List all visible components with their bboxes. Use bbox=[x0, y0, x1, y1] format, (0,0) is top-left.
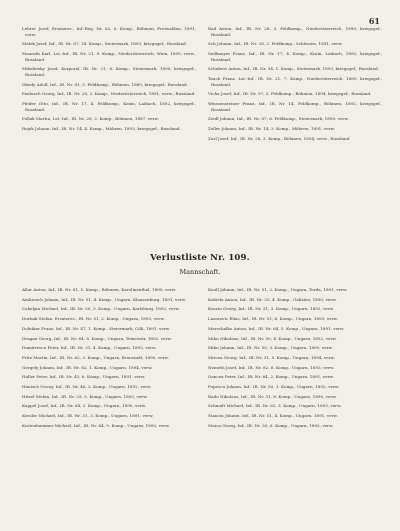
list-entry: Zurl Josef, Inf., IR. Nr. 28, 3. Komp., Böhmen, 1894, verw., Russland. bbox=[208, 135, 351, 141]
list-entry: Sedlmayer Franz, Inf., IR. Nr. 17, 4. Komp., Krain, Laibach, 1892, kriegsgef., Russland. bbox=[208, 51, 382, 62]
list-entry: Mihu Nikolaus, Inf., IR. Nr. 50, 4. Komp., Ungarn, 1892, verw. bbox=[208, 335, 337, 341]
list-entry: Kostenhammer Michael, Inf., IR. Nr. 64, 9. Komp., Ungarn, 1892, verw. bbox=[22, 422, 170, 428]
list-entry: Nemeth Josef, Inf., IR. Nr. 82, 6. Komp., Ungarn, 1893, verw. bbox=[208, 364, 335, 370]
list-entry: Oancea Peter, Inf., IR. Nr. 64, 2. Komp., Ungarn, 1891, verw. bbox=[208, 374, 334, 380]
list-entry: Zeller Johann, Inf., IR. Nr. 14, 3. Komp., Mähren, 1891, verw. bbox=[208, 125, 335, 131]
list-entry: Pfeifer Otto, Inf., IR. Nr. 17, 4. Feldkomp., Krain, Laibach, 1892, kriegsgef., Russland. bbox=[22, 101, 196, 112]
top-columns bbox=[22, 22, 382, 143]
list-entry: Hanisch Georg, Inf., IR. Nr. 46, 2. Komp., Ungarn, 1892, verw. bbox=[22, 383, 152, 389]
list-entry: Maurath Karl, Lst.-Inf., IR. Nr. 21, 9. Komp., Niederösterreich, Wien, 1895, verw., Russland. bbox=[22, 51, 196, 62]
list-entry: Tauch Franz, Lst.-Inf., IR. Nr. 21, 7. Komp., Niederösterreich, 1889, kriegsgef., Russland. bbox=[208, 76, 382, 87]
section-subtitle: Mannschaft. bbox=[179, 268, 221, 276]
list-entry: Paulusch Georg, Inf., IR. Nr. 28, 2. Komp., Niederösterreich, 1891, verw., Russland. bbox=[22, 91, 196, 97]
list-entry: Rado Nikolaus, Inf., IR. Nr. 31, 8. Komp., Ungarn, 1890, verw. bbox=[208, 393, 337, 399]
list-entry: Popescu Johann, Inf., IR. Nr. 50, 1. Komp., Ungarn, 1892, verw. bbox=[208, 383, 340, 389]
list-entry: Kobiela Anton, Inf., IR. Nr. 20, 4. Komp., Galizien, 1890, verw. bbox=[208, 296, 337, 302]
list-entry: Pollak Martin, Lst.-Inf., IR. Nr. 28, 3. Komp., Böhmen, 1887, verw. bbox=[22, 116, 159, 122]
list-entry: Stoica Georg, Inf., IR. Nr. 50, 6. Komp., Ungarn, 1892, verw. bbox=[208, 422, 334, 428]
list-entry: Ambrosch Johann, Inf., IR. Nr. 51, 4. Komp., Ungarn, Klausenburg, 1891, verw. bbox=[22, 296, 187, 302]
list-entry: Schubert Anton, Inf., IR. Nr. 34, 1. Komp., Steiermark, 1893, kriegsgef., Russland. bbox=[208, 66, 379, 72]
section-title: Verlustliste Nr. 109. bbox=[150, 253, 250, 263]
list-entry: Obedy Adolf, Inf., IR. Nr. 81, 5. Feldkomp., Böhmen, 1889, kriegsgef., Russland. bbox=[22, 81, 188, 87]
list-entry: Rad Anton, Inf., IR. Nr. 28, 3. Feldkomp., Niederösterreich, 1890, kriegsgef., Russland. bbox=[208, 26, 382, 37]
list-entry: Haller Peter, Inf., IR. Nr. 43, 6. Komp., Ungarn, 1891, verw. bbox=[22, 374, 146, 380]
list-entry: Mircea Georg, Inf., IR. Nr. 31, 5. Komp., Ungarn, 1894, verw. bbox=[208, 354, 335, 360]
list-entry: Sch Johann, Inf., IR. Nr. 28, 2. Feldkomp., Schlesien, 1891, verw. bbox=[208, 41, 343, 47]
list-entry: Rojek Johann, Inf., IR. Nr. 14, 4. Komp., Mähren, 1893, kriegsgef., Russland. bbox=[22, 125, 181, 131]
list-entry: Allar Anton, Inf., IR. Nr. 81, 5. Komp., Böhmen, Karolinenthal, 1890, verw. bbox=[22, 287, 177, 293]
list-entry: Marschalko Anton, Inf., IR. Nr. 64, 5. Komp., Ungarn, 1891, verw. bbox=[208, 325, 345, 331]
bottom-column-left bbox=[22, 283, 196, 430]
list-entry: Mihu Johann, Inf., IR. Nr. 50, 3. Komp., Ungarn, 1890, verw. bbox=[208, 345, 333, 351]
bottom-column-right bbox=[208, 283, 382, 430]
list-entry: Gergely Johann, Inf., IR. Nr. 82, 1. Komp., Ungarn, 1894, verw. bbox=[22, 364, 153, 370]
list-entry: Dumitrescu Peter, Inf., IR. Nr. 31, 4. Komp., Ungarn, 1893, verw. bbox=[22, 345, 157, 351]
top-column-left bbox=[22, 22, 196, 143]
list-entry: Durbak Stefan, Ersatzres., IR. Nr. 51, 2. Komp., Ungarn, 1893, verw. bbox=[22, 316, 165, 322]
list-entry: Kessler Michael, Inf., IR. Nr. 31, 3. Komp., Ungarn, 1891, verw. bbox=[22, 413, 154, 419]
list-entry: Dolnikar Franz, Inf., IR. Nr. 47, 1. Komp., Steiermark, Cilli, 1891, verw. bbox=[22, 325, 171, 331]
list-entry: Vicha Josef, Inf., IR. Nr. 97, 3. Feldkomp., Böhmen, 1894, kriegsgef., Russland. bbox=[208, 91, 372, 97]
list-entry: Lehrer Josef, Ersatzres., Inf.-Reg. Nr. 82, 6. Komp., Böhmen, Freiwaldau, 1891, verw. bbox=[22, 26, 196, 37]
page-number: 61 bbox=[368, 16, 380, 26]
list-entry: Lazarovic Elias, Inf., IR. Nr. 51, 6. Komp., Ungarn, 1893, verw. bbox=[208, 316, 338, 322]
list-entry: Schmidt Michael, Inf., IR. Nr. 62, 3. Komp., Ungarn, 1893, verw. bbox=[208, 403, 342, 409]
list-entry: Hitzel Stefan, Inf., IR. Nr. 29, 5. Komp., Ungarn, 1893, verw. bbox=[22, 393, 148, 399]
list-entry: Fritz Martin, Inf., IR. Nr. 62, 3. Komp., Ungarn, Kronstadt, 1890, verw. bbox=[22, 354, 169, 360]
list-entry: Dragan Georg, Inf., IR. Nr. 64, 8. Komp., Ungarn, Temesvár, 1892, verw. bbox=[22, 335, 172, 341]
list-entry: Weissensteiner Franz, Inf., IR. Nr. 14, Feldkomp., Böhmen, 1892, kriegsgef., Russland. bbox=[208, 101, 382, 112]
list-entry: Cakeljan Michael, Inf., IR. Nr. 50, 3. Komp., Ungarn, Karlsburg, 1892, verw. bbox=[22, 306, 180, 312]
list-entry: Stanciu Johann, Inf., IR. Nr. 51, 4. Komp., Ungarn, 1891, verw. bbox=[208, 413, 338, 419]
list-entry: Malek Josef, Inf., IR. Nr. 87, 14. Komp., Steiermark, 1893, kriegsgef., Russland. bbox=[22, 41, 188, 47]
top-column-right bbox=[208, 22, 382, 143]
list-entry: Kappel Josef, Inf., IR. Nr. 64, 2. Komp., Ungarn, 1890, verw. bbox=[22, 403, 147, 409]
list-entry: Mikuletzky Josef, Korporal, IR. Nr. 21, 6. Komp., Steiermark, 1890, kriegsgef., Russland. bbox=[22, 66, 196, 77]
list-entry: Zeidl Johann, Inf., IR. Nr. 87, 6. Feldkomp., Steiermark, 1890, verw. bbox=[208, 116, 349, 122]
list-entry: Knoll Johann, Inf., IR. Nr. 51, 2. Komp., Ungarn, Torda, 1891, verw. bbox=[208, 287, 348, 293]
list-entry: Koszta Georg, Inf., IR. Nr. 31, 3. Komp., Ungarn, 1892, verw. bbox=[208, 306, 335, 312]
bottom-columns bbox=[22, 283, 382, 430]
